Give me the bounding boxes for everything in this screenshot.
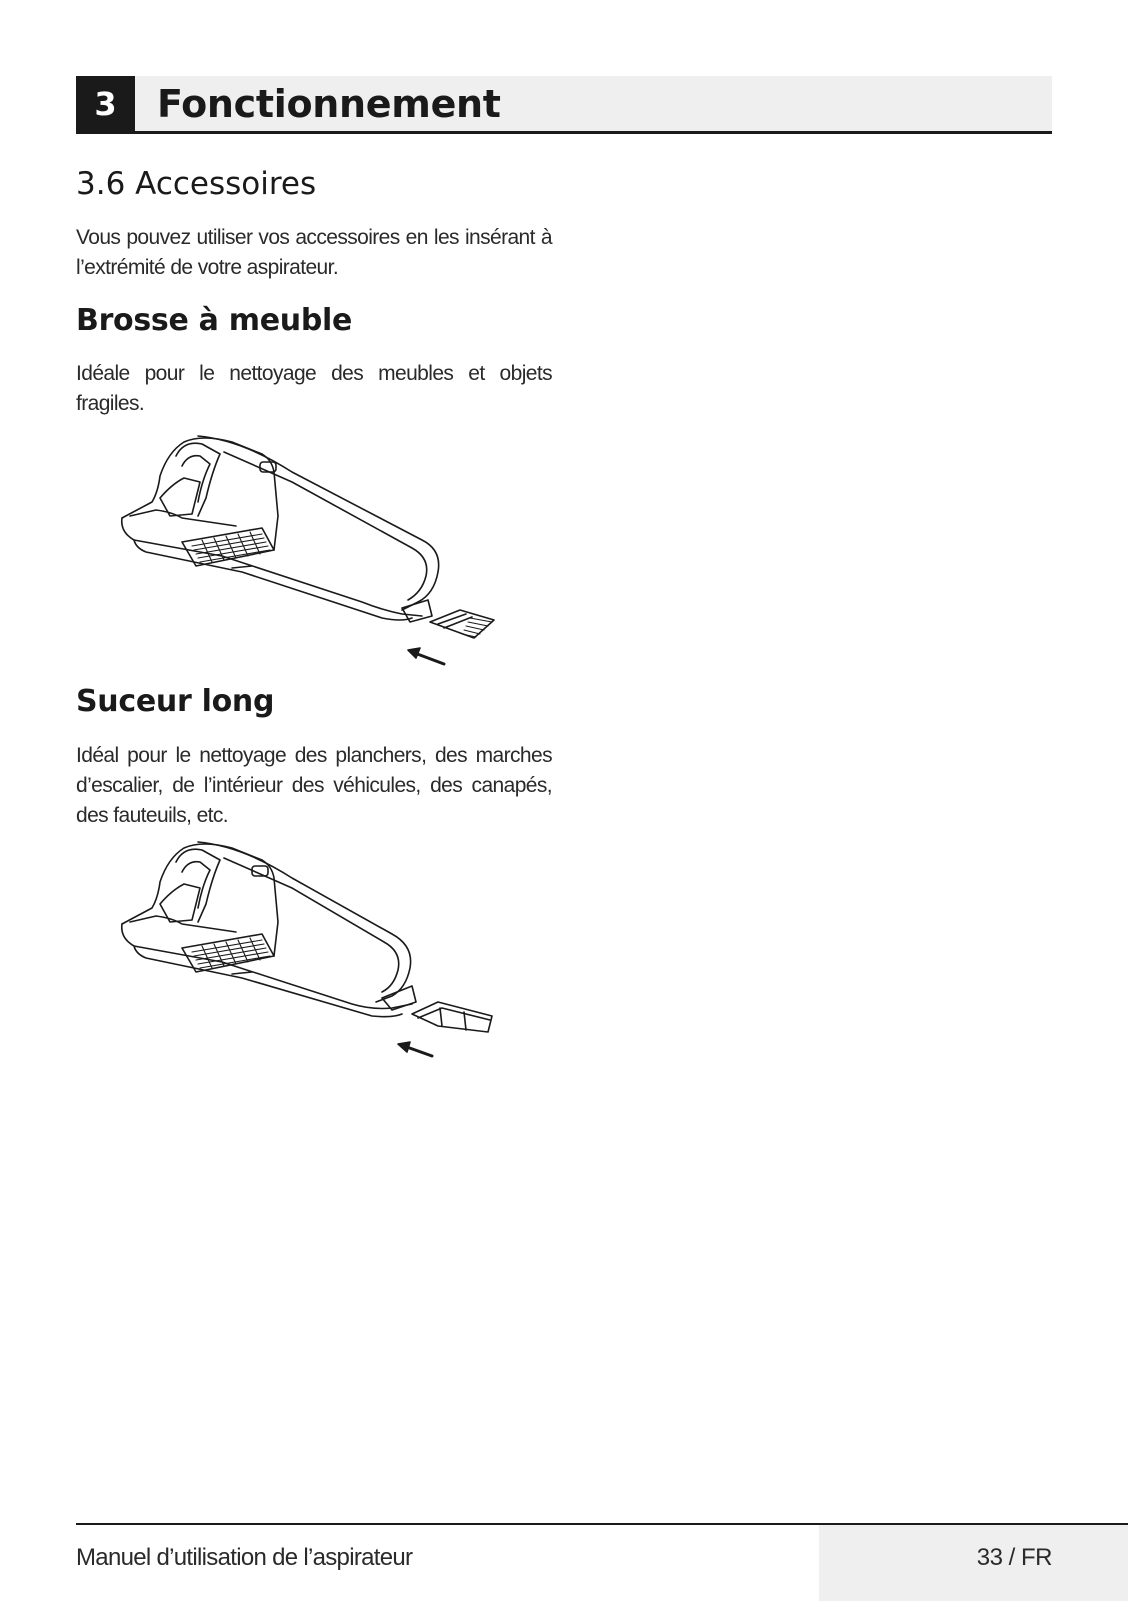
item-text-crevice-nozzle: Idéal pour le nettoyage des planchers, des marches d’escalier, de l’intérieur des véhicules, des canapés, des fauteuils, etc. — [76, 744, 552, 827]
section-title: 3.6 Accessoires — [76, 166, 317, 202]
footer-manual-title: Manuel d’utilisation de l’aspirateur — [76, 1544, 413, 1571]
item-title-crevice-nozzle: Suceur long — [76, 684, 275, 719]
vacuum-crevice-nozzle-illustration — [112, 838, 502, 1068]
footer-page-number: 33 / FR — [976, 1544, 1052, 1571]
footer-page-box — [819, 1525, 1128, 1601]
vacuum-furniture-brush-illustration — [112, 432, 502, 672]
item-title-furniture-brush: Brosse à meuble — [76, 303, 353, 338]
section-intro: Vous pouvez utiliser vos accessoires en les insérant à l’extrémité de votre aspirateur. — [76, 226, 552, 279]
chapter-title: Fonctionnement — [157, 82, 501, 126]
item-text-furniture-brush: Idéale pour le nettoyage des meubles et objets fragiles. — [76, 362, 552, 415]
chapter-header — [76, 76, 1052, 134]
chapter-number: 3 — [76, 76, 135, 134]
